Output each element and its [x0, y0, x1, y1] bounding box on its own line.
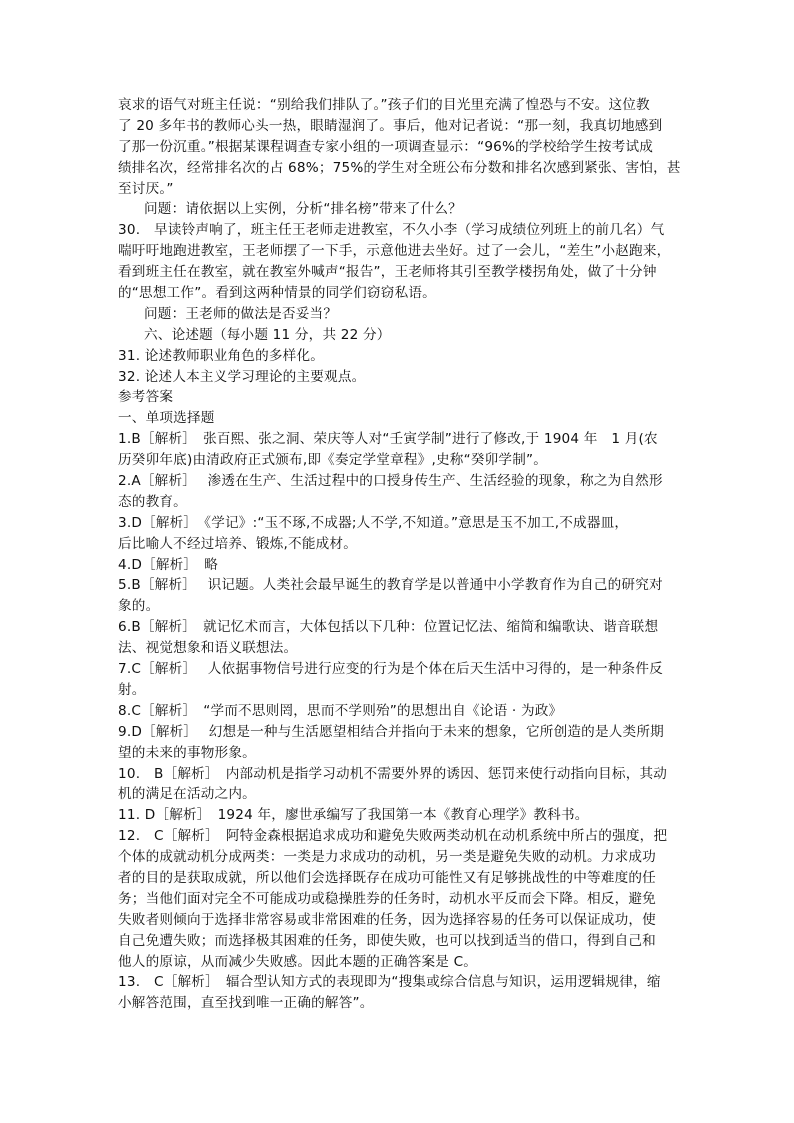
text-line: 者的目的是获取成就，所以他们会选择既存在成功可能性又有足够挑战性的中等难度的任 — [118, 869, 656, 886]
text-line: 后比喻人不经过培养、锻炼,不能成材。 — [118, 535, 358, 552]
text-line: 2.A［解析］ 渗透在生产、生活过程中的口授身传生产、生活经验的现象，称之为自然形 — [118, 473, 663, 490]
text-line: 6.B［解析］ 就记忆术而言，大体包括以下几种：位置记忆法、缩简和编歌诀、谐音联想 — [118, 619, 659, 636]
text-line: 喘吁吁地跑进教室，王老师摆了一下手，示意他进去坐好。过了一会儿，“差生”小赵跑来， — [118, 243, 671, 260]
text-line: 小解答范围，直至找到唯一正确的解答”。 — [118, 995, 374, 1012]
text-line: 9.D［解析］ 幻想是一种与生活愿望相结合并指向于未来的想象，它所创造的是人类所期 — [118, 723, 664, 740]
text-line: 个体的成就动机分成两类：一类是力求成功的动机，另一类是避免失败的动机。力求成功 — [118, 849, 656, 866]
text-line: 5.B［解析］ 识记题。人类社会最早诞生的教育学是以普通中小学教育作为自己的研究对 — [118, 577, 663, 594]
text-line: 六、论述题（每小题 11 分，共 22 分） — [144, 326, 391, 343]
text-line: 象的。 — [118, 598, 160, 615]
text-line: 法、视觉想象和语义联想法。 — [118, 640, 298, 657]
text-line: 30. 早读铃声响了，班主任王老师走进教室，不久小李（学习成绩位列班上的前几名）气 — [118, 222, 665, 239]
text-line: 11. D［解析］ 1924 年，廖世承编写了我国第一本《教育心理学》教科书。 — [118, 807, 589, 824]
text-line: 31. 论述教师职业角色的多样化。 — [118, 347, 325, 364]
text-line: 失败者则倾向于选择非常容易或非常困难的任务，因为选择容易的任务可以保证成功，使 — [118, 911, 656, 928]
text-line: 问题：请依据以上实例，分析“排名榜”带来了什么？ — [144, 201, 462, 218]
text-line: 参考答案 — [118, 389, 174, 406]
text-line: 一、单项选择题 — [118, 410, 215, 427]
text-line: 自己免遭失败；而选择极其困难的任务，即使失败，也可以找到适当的借口，得到自己和 — [118, 932, 656, 949]
text-line: 3.D［解析］ 《学记》:“玉不琢,不成器;人不学,不知道。”意思是玉不加工,不成器皿， — [118, 514, 629, 531]
text-line: 问题：王老师的做法是否妥当？ — [144, 305, 338, 322]
text-line: 机的满足在活动之内。 — [118, 786, 256, 803]
text-line: 态的教育。 — [118, 493, 187, 510]
text-line: 他人的原谅，从而减少失败感。因此本题的正确答案是 C。 — [118, 953, 478, 970]
text-line: 射。 — [118, 681, 146, 698]
text-line: 10. B［解析］ 内部动机是指学习动机不需要外界的诱因、惩罚来使行动指向目标，其动 — [118, 765, 668, 782]
text-line: 哀求的语气对班主任说：“别给我们排队了。”孩子们的目光里充满了惶恐与不安。这位教 — [118, 97, 650, 113]
text-line: 1.B［解析］ 张百熙、张之洞、荣庆等人对“壬寅学制”进行了修改,于 1904 年 1 月(农 — [118, 431, 658, 448]
text-line: 32. 论述人本主义学习理论的主要观点。 — [118, 368, 366, 385]
text-line: 望的未来的事物形象。 — [118, 744, 256, 761]
text-line: 了那一份沉重。”根据某课程调查专家小组的一项调查显示：“96%的学校给学生按考试成 — [118, 138, 654, 155]
text-line: 的“思想工作”。看到这两种情景的同学们窃窃私语。 — [118, 285, 436, 302]
text-line: 看到班主任在教室，就在教室外喊声“报告”，王老师将其引至教学楼拐角处，做了十分钟 — [118, 264, 657, 281]
text-line: 7.C［解析］ 人依据事物信号进行应变的行为是个体在后天生活中习得的，是一种条件反 — [118, 661, 663, 678]
text-line: 绩排名次，经常排名次的占 68%；75%的学生对全班公布分数和排名次感到紧张、害怕，甚 — [118, 159, 681, 176]
text-line: 4.D［解析］ 略 — [118, 556, 218, 573]
document-body — [118, 95, 688, 1014]
text-line: 历癸卯年底)由清政府正式颁布,即《奏定学堂章程》,史称“癸卯学制”。 — [118, 452, 548, 469]
text-line: 了 20 多年书的教师心头一热，眼睛湿润了。事后，他对记者说：“那一刻，我真切地感到 — [118, 117, 663, 134]
text-line: 13. C［解析］ 辐合型认知方式的表现即为“搜集或综合信息与知识，运用逻辑规律，缩 — [118, 974, 661, 991]
text-line: 12. C［解析］ 阿特金森根据追求成功和避免失败两类动机在动机系统中所占的强度，把 — [118, 828, 668, 845]
text-line: 务；当他们面对完全不可能成功或稳操胜券的任务时，动机水平反而会下降。相反，避免 — [118, 890, 656, 907]
text-line: 8.C［解析］ “学而不思则罔，思而不学则殆”的思想出自《论语 · 为政》 — [118, 702, 563, 719]
text-line: 至讨厌。” — [118, 180, 174, 197]
